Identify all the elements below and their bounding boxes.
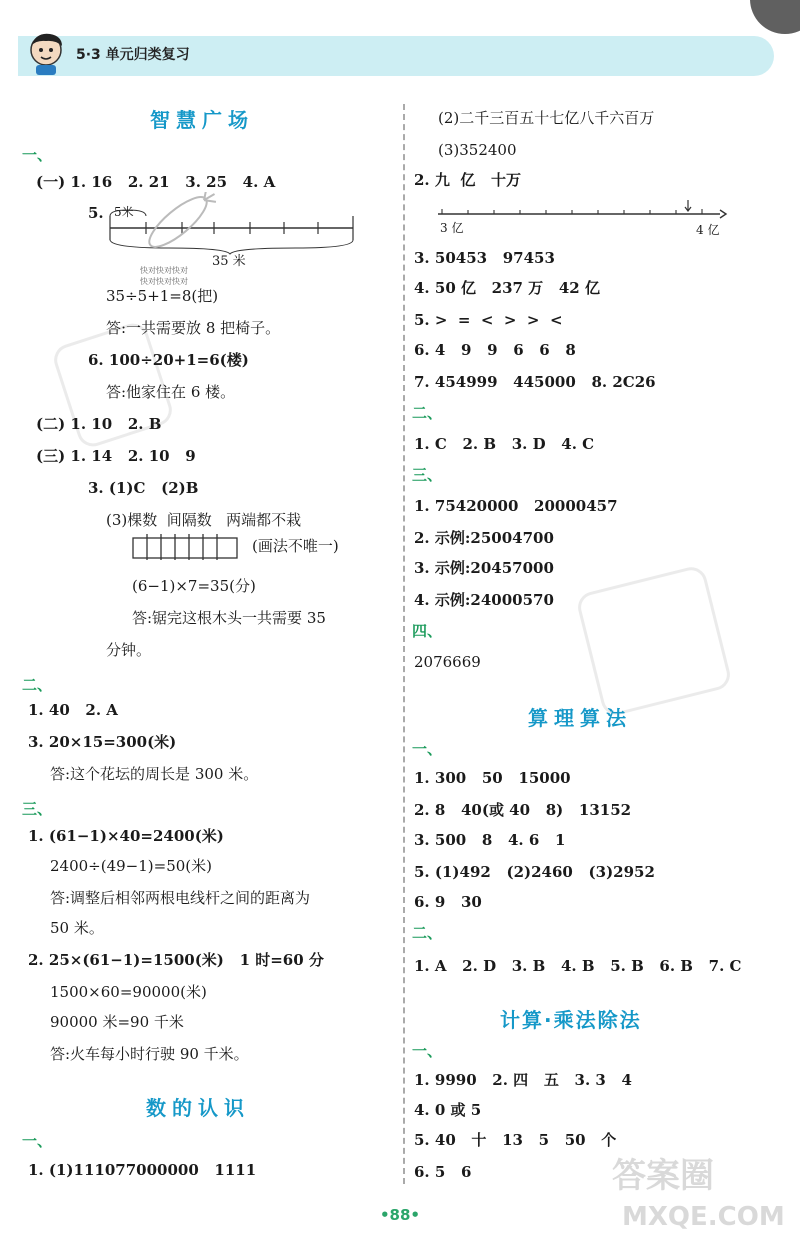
answer-line: 6. 5 6 [414,1163,472,1181]
answer-line: 1. 300 50 15000 [414,769,571,787]
answer-line: 35÷5+1=8(把) [106,287,219,305]
answer-line: 7. 454999 445000 8. 2C26 [414,373,656,391]
answer-line: 5. (1)492 (2)2460 (3)2952 [414,863,655,881]
answer-line: 答:调整后相邻两根电线杆之间的距离为 [50,889,311,907]
number-line-left-label: 3 亿 [440,221,464,235]
answer-line: 1. C 2. B 3. D 4. C [414,435,595,453]
section-title-wisdom: 智慧广场 [150,108,254,132]
answer-line: 4. 示例:24000570 [414,591,554,609]
answer-line: 1. 75420000 20000457 [414,497,618,515]
part-label: 一、 [412,740,443,758]
answer-line: 5. > = < > > < [414,311,563,329]
fig-bottom-label: 35 米 [212,254,246,269]
answer-line: 4. 50 亿 237 万 42 亿 [414,279,600,297]
answer-line: (3)352400 [438,141,517,159]
part-label: 一、 [412,1042,443,1060]
watermark-url: MXQE.COM [622,1202,785,1232]
answer-line: 1. (1)111077000000 1111 [28,1161,257,1179]
answer-line: 2400÷(49−1)=50(米) [50,857,213,875]
fig-top-label: 5米 [114,205,134,219]
answer-line: 3. 500 8 4. 6 1 [414,831,566,849]
number-line-right-label: 4 亿 [696,223,720,237]
answer-line: 3. 示例:20457000 [414,559,554,577]
watermark-stamp-right [575,564,734,718]
section-title-numbers: 数的认识 [146,1096,250,1120]
answer-line: 2. 九 亿 十万 [414,171,521,189]
answer-line: (6−1)×7=35(分) [132,577,256,595]
page-number: •88• [379,1206,421,1224]
fig-note: 快对快对快对 [140,266,188,275]
answer-line: 6. 4 9 9 6 6 8 [414,341,576,359]
part-label: 一、 [22,1132,53,1150]
corner-decoration [750,0,800,34]
answer-line: 6. 100÷20+1=6(楼) [88,351,249,369]
section-title-calculation: 计算·乘法除法 [500,1008,642,1032]
answer-line: 2. 示例:25004700 [414,529,554,547]
column-divider [403,104,405,1184]
answer-line: 3. 20×15=300(米) [28,733,177,751]
answer-line: 5. 40 十 13 5 50 个 [414,1131,617,1149]
grid-figure [132,534,240,560]
watermark-text: 答案圈 [612,1156,714,1196]
answer-line: (画法不唯一) [252,537,339,555]
answer-line: (三) 1. 14 2. 10 9 [36,447,196,465]
answer-line: 1. (61−1)×40=2400(米) [28,827,224,845]
section-title-algorithms: 算理算法 [528,706,632,730]
answer-line: 1. A 2. D 3. B 4. B 5. B 6. B 7. C [414,957,742,975]
answer-line: 答:锯完这根木头一共需要 35 [132,609,326,627]
answer-line: 答:这个花坛的周长是 300 米。 [50,765,259,783]
answer-line: 90000 米=90 千米 [50,1013,184,1031]
answer-line: 3. (1)C (2)B [88,479,199,497]
answer-line: 答:他家住在 6 楼。 [106,383,236,401]
number-line [436,198,728,222]
answer-line: 1. 40 2. A [28,701,118,719]
answer-line: 4. 0 或 5 [414,1101,482,1119]
answer-line: 2. 25×(61−1)=1500(米) 1 时=60 分 [28,951,324,969]
part-label: 二、 [412,924,443,942]
answer-line: 5. [88,204,104,222]
answer-line: 答:一共需要放 8 把椅子。 [106,319,281,337]
answer-line: 6. 9 30 [414,893,482,911]
part-label: 一、 [22,146,53,164]
part-label: 二、 [22,676,53,694]
part-label: 三、 [412,466,443,484]
answer-line: 分钟。 [106,641,152,659]
answer-line: 50 米。 [50,919,104,937]
answer-line: 2076669 [414,653,481,671]
fig-note: 快对快对快对 [140,277,188,286]
answer-line: 答:火车每小时行驶 90 千米。 [50,1045,249,1063]
answer-line: 1500×60=90000(米) [50,983,207,1001]
answer-line: (二) 1. 10 2. B [36,415,162,433]
answer-line: 1. 9990 2. 四 五 3. 3 4 [414,1071,632,1089]
header-title: 5·3 单元归类复习 [76,47,190,63]
answer-line: (2)二千三百五十七亿八千六百万 [438,109,655,127]
part-label: 二、 [412,404,443,422]
answer-line: 3. 50453 97453 [414,249,555,267]
part-label: 四、 [412,622,443,640]
answer-line: (3)棵数 间隔数 两端都不栽 [106,511,302,529]
answer-line: (一) 1. 16 2. 21 3. 25 4. A [36,173,276,191]
answer-line: 2. 8 40(或 40 8) 13152 [414,801,632,819]
part-label: 三、 [22,800,53,818]
mascot-icon [22,28,70,76]
